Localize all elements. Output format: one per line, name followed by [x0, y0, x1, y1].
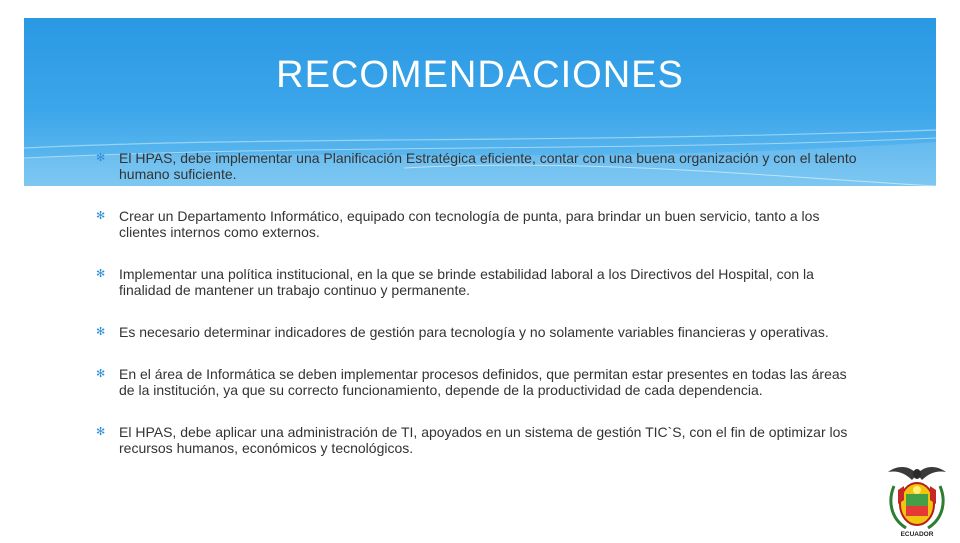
- list-item-text: Crear un Departamento Informático, equipado con tecnología de punta, para brindar un buen servicio, tanto a los clientes internos como externos.: [119, 208, 820, 240]
- list-item-text: Implementar una política institucional, en la que se brinde estabilidad laboral a los Directivos del Hospital, con la finalidad de mantener un trabajo continuo y permanente.: [119, 266, 814, 298]
- asterisk-icon: ✻: [96, 326, 106, 338]
- list-item: [96, 150, 866, 182]
- list-item: [96, 208, 866, 240]
- list-item-text: El HPAS, debe aplicar una administración de TI, apoyados en un sistema de gestión TIC`S, con el fin de optimizar los recursos humanos, económicos y tecnológicos.: [119, 424, 848, 456]
- list-item: [96, 266, 866, 298]
- coat-of-arms-logo: [884, 460, 950, 538]
- list-item: [96, 324, 866, 340]
- asterisk-icon: ✻: [96, 368, 106, 380]
- list-item-text: En el área de Informática se deben implementar procesos definidos, que permitan estar presentes en todas las áreas de la institución, ya que su correcto funcionamiento, depende de la productividad de cada dependencia.: [119, 366, 847, 398]
- list-item-text: El HPAS, debe implementar una Planificación Estratégica eficiente, contar con una buena organización y con el talento humano suficiente.: [119, 150, 857, 182]
- list-item: [96, 366, 866, 398]
- asterisk-icon: ✻: [96, 152, 106, 164]
- asterisk-icon: ✻: [96, 268, 106, 280]
- logo-label: ECUADOR: [900, 531, 934, 538]
- recommendations-list: [96, 150, 866, 456]
- page-title: RECOMENDACIONES: [276, 54, 684, 96]
- asterisk-icon: ✻: [96, 426, 106, 438]
- list-item: [96, 424, 866, 456]
- asterisk-icon: ✻: [96, 210, 106, 222]
- list-item-text: Es necesario determinar indicadores de gestión para tecnología y no solamente variables financieras y operativas.: [119, 324, 829, 340]
